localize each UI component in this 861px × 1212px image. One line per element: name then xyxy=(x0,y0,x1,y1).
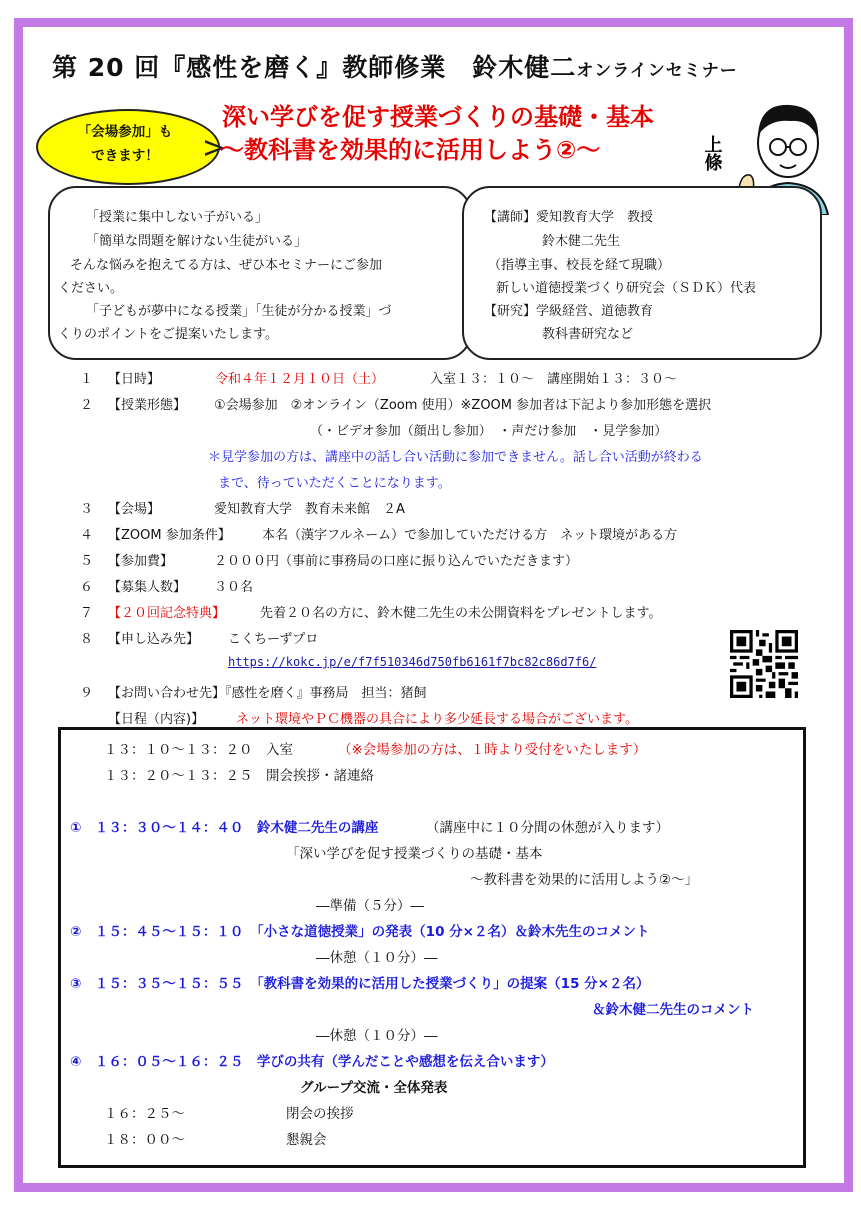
item-label: 【２０回記念特典】 xyxy=(108,606,226,621)
schedule-note: （※会場参加の方は、１時より受付をいたします） xyxy=(338,742,647,758)
lecturer-line: 【研究】学級経営、道徳教育 xyxy=(484,304,654,319)
lecturer-line: （指導主事、校長を経て現職） xyxy=(488,258,671,273)
schedule-time: １８：００～ xyxy=(104,1132,185,1148)
bubble-text: 「会場参加」も できます！ xyxy=(77,124,173,164)
schedule-session-3: ③ １５：３５～１５：５５ 「教科書を効果的に活用した授業づくり」の提案（15 分×２名） xyxy=(70,976,650,992)
break-row: ―休憩（１０分）― xyxy=(316,950,438,966)
format-options: （・ビデオ参加（顔出し参加） ・声だけ参加 ・見学参加） xyxy=(310,424,668,439)
apply-value: こくちーずプロ xyxy=(228,632,319,647)
item-number: ７ xyxy=(80,606,94,621)
observer-note: まで、待っていただくことになります。 xyxy=(218,476,451,491)
item-label: 【募集人数】 xyxy=(108,580,187,595)
signature: 上條 xyxy=(701,135,723,171)
schedule-session-2: ② １５：４５～１５：１０ 「小さな道徳授業」の発表（10 分×２名）＆鈴木先生のコメント xyxy=(70,924,650,940)
item-number: ６ xyxy=(80,580,94,595)
fee-value: ２０００円（事前に事務局の口座に振り込んでいただきます） xyxy=(214,554,579,569)
schedule-note: （講座中に１０分間の休憩が入ります） xyxy=(426,820,669,836)
break-row: ―準備（５分）― xyxy=(316,898,424,914)
lecture-subtitle: ～教科書を効果的に活用しよう②～」 xyxy=(470,872,699,888)
intro-line: そんな悩みを抱えてる方は、ぜひ本セミナーにご参加 xyxy=(70,258,383,273)
item-number: ４ xyxy=(80,528,94,543)
item-label: 【申し込み先】 xyxy=(108,632,200,647)
lecturer-line: 鈴木健二先生 xyxy=(542,234,621,249)
schedule-session-1: ① １３：３０～１４：４０ 鈴木健二先生の講座 xyxy=(70,820,379,836)
lecture-title: 「深い学びを促す授業づくりの基礎・基本 xyxy=(286,846,543,862)
item-number: ３ xyxy=(80,502,94,517)
item-number: ２ xyxy=(80,398,94,413)
qr-code[interactable] xyxy=(730,630,798,698)
item-label: 【授業形態】 xyxy=(108,398,187,413)
schedule-time: １６：２５～ xyxy=(104,1106,185,1122)
contact-value: 【お問い合わせ先】『感性を磨く』事務局 担当：猪飼 xyxy=(108,686,427,701)
item-number: ８ xyxy=(80,632,94,647)
schedule-row: １３：２０～１３：２５ 開会挨拶・諸連絡 xyxy=(104,768,374,784)
schedule-comment: ＆鈴木健二先生のコメント xyxy=(592,1002,754,1018)
schedule-item: 閉会の挨拶 xyxy=(286,1106,354,1122)
break-row: ―休憩（１０分）― xyxy=(316,1028,438,1044)
format-value: ①会場参加 ②オンライン（Zoom 使用）※ZOOM 参加者は下記より参加形態を選択 xyxy=(214,398,712,413)
item-label: 【ZOOM 参加条件】 xyxy=(108,528,231,543)
item-label: 【参加費】 xyxy=(108,554,174,569)
subtitle-main: 深い学びを促す授業づくりの基礎・基本 xyxy=(222,103,654,131)
observer-note: ＊見学参加の方は、講座中の話し合い活動に参加できません。話し合い活動が終わる xyxy=(208,450,703,465)
subtitle-sub: ～教科書を効果的に活用しよう②～ xyxy=(220,136,601,164)
intro-line: ください。 xyxy=(58,281,124,296)
lecturer-line: 教科書研究など xyxy=(542,327,634,342)
intro-line: 「子どもが夢中になる授業」「生徒が分かる授業」づ xyxy=(86,304,392,319)
bonus-value: 先着２０名の方に、鈴木健二先生の未公開資料をプレゼントします。 xyxy=(260,606,662,621)
intro-line: 「授業に集中しない子がいる」 xyxy=(86,210,269,225)
item-label: 【日程（内容)】 xyxy=(108,712,205,727)
item-number: ９ xyxy=(80,686,94,701)
schedule-note: ネット環境やＰＣ機器の具合により多少延長する場合がございます。 xyxy=(236,712,638,727)
schedule-sub: グループ交流・全体発表 xyxy=(300,1080,448,1096)
schedule-row: １３：１０～１３：２０ 入室 xyxy=(104,742,293,758)
zoom-condition-value: 本名（漢字フルネーム）で参加していただける方 ネット環境がある方 xyxy=(262,528,678,543)
schedule-item: 懇親会 xyxy=(286,1132,327,1148)
schedule-session-4: ④ １６：０５～１６：２５ 学びの共有（学んだことや感想を伝え合います） xyxy=(70,1054,554,1070)
item-number: ５ xyxy=(80,554,94,569)
item-label: 【日時】 xyxy=(108,372,161,387)
intro-line: 「簡単な問題を解けない生徒がいる」 xyxy=(86,234,308,249)
capacity-value: ３０名 xyxy=(214,580,254,595)
intro-line: くりのポイントをご提案いたします。 xyxy=(58,327,278,342)
item-number: １ xyxy=(80,372,94,387)
registration-link[interactable]: https://kokc.jp/e/f7f510346d750fb6161f7bc82c86d7f6/ xyxy=(228,655,597,669)
lecturer-line: 新しい道徳授業づくり研究会（ＳＤＫ）代表 xyxy=(496,281,757,296)
page-title: 第 20 回『感性を磨く』教師修業 鈴木健二オンラインセミナー xyxy=(52,53,738,82)
item-label: 【会場】 xyxy=(108,502,161,517)
venue-value: 愛知教育大学 教育未来館 ２A xyxy=(214,502,405,517)
time-value: 入室１３：１０～ 講座開始１３：３０～ xyxy=(430,372,678,387)
lecturer-line: 【講師】愛知教育大学 教授 xyxy=(484,210,654,225)
date-value: 令和４年１２月１０日（土） xyxy=(215,372,385,387)
